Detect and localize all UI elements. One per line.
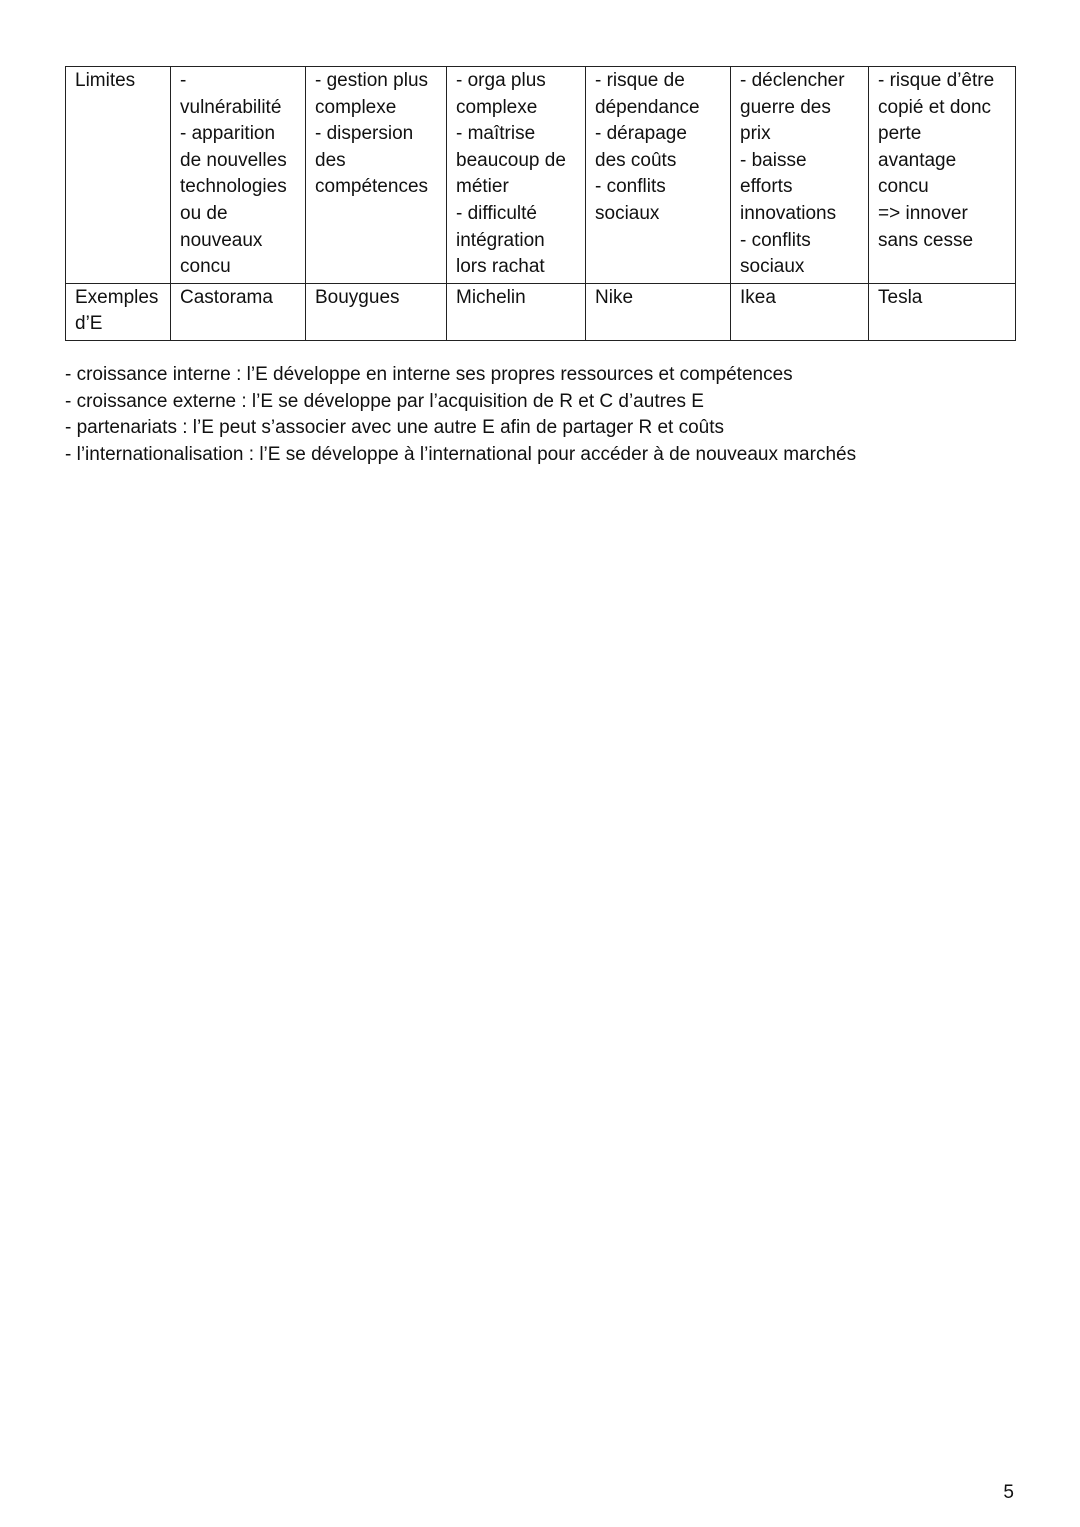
- cell-line: concu: [180, 256, 231, 278]
- cell-line: lors rachat: [456, 256, 545, 278]
- cell-line: - risque de: [595, 70, 685, 91]
- cell-line: - déclencher: [740, 70, 845, 91]
- cell-line: -: [180, 70, 187, 91]
- cell-line: des: [315, 149, 346, 171]
- cell-line: dépendance: [595, 96, 700, 118]
- row-header-label: Limites: [75, 70, 136, 91]
- cell-line: sociaux: [595, 202, 660, 224]
- cell-line: vulnérabilité: [180, 96, 282, 118]
- company-example: Bouygues: [315, 286, 400, 308]
- row-header-cell: [66, 283, 171, 340]
- cell-line: copié et donc: [878, 96, 992, 118]
- cell-line: - difficulté: [456, 202, 537, 224]
- table-cell: [586, 67, 731, 284]
- table-row-limites: [66, 67, 1016, 284]
- strategy-table: [65, 66, 1016, 341]
- cell-line: avantage: [878, 149, 957, 171]
- cell-line: - conflits: [595, 176, 666, 198]
- table-cell: [306, 283, 447, 340]
- cell-line: intégration: [456, 229, 545, 251]
- table-cell: [171, 283, 306, 340]
- cell-line: métier: [456, 176, 509, 198]
- cell-line: - risque d’être: [878, 70, 995, 91]
- row-header-cell: [66, 67, 171, 284]
- table-cell: [869, 67, 1016, 284]
- company-example: Castorama: [180, 286, 273, 308]
- bullet-list: [65, 362, 1015, 468]
- table-cell: [447, 283, 586, 340]
- cell-line: complexe: [456, 96, 538, 118]
- table-cell: [306, 67, 447, 284]
- cell-line: innovations: [740, 202, 837, 224]
- cell-line: - dérapage: [595, 123, 687, 145]
- cell-line: efforts: [740, 176, 793, 198]
- cell-line: guerre des: [740, 96, 831, 118]
- table-cell: [586, 283, 731, 340]
- cell-line: nouveaux: [180, 229, 263, 251]
- cell-line: prix: [740, 123, 771, 145]
- cell-line: compétences: [315, 176, 429, 198]
- table-row-exemples: [66, 283, 1016, 340]
- bullet-item: - l’internationalisation : l’E se développe à l’international pour accéder à de nouveaux marchés: [65, 443, 857, 465]
- cell-line: - maîtrise: [456, 123, 536, 145]
- cell-line: beaucoup de: [456, 149, 566, 171]
- company-example: Michelin: [456, 286, 526, 308]
- bullet-item: - partenariats : l’E peut s’associer avec une autre E afin de partager R et coûts: [65, 417, 725, 438]
- cell-line: sans cesse: [878, 229, 974, 251]
- cell-line: perte: [878, 123, 922, 145]
- table-cell: [869, 283, 1016, 340]
- cell-line: - dispersion: [315, 123, 414, 145]
- row-header-label: d’E: [75, 313, 103, 335]
- bullet-item: - croissance externe : l’E se développe par l’acquisition de R et C d’autres E: [65, 390, 704, 412]
- table-cell: [731, 67, 869, 284]
- cell-line: => innover: [878, 202, 968, 224]
- cell-line: - conflits: [740, 229, 811, 251]
- cell-line: - apparition: [180, 123, 276, 145]
- cell-line: - baisse: [740, 149, 807, 171]
- cell-line: des coûts: [595, 149, 677, 171]
- company-example: Ikea: [740, 286, 776, 308]
- cell-line: sociaux: [740, 256, 805, 278]
- bullet-item: - croissance interne : l’E développe en interne ses propres ressources et compétences: [65, 364, 793, 385]
- table-cell: [731, 283, 869, 340]
- cell-line: ou de: [180, 202, 228, 224]
- cell-line: concu: [878, 176, 929, 198]
- cell-line: technologies: [180, 176, 287, 198]
- company-example: Tesla: [878, 286, 923, 308]
- cell-line: de nouvelles: [180, 149, 287, 171]
- table-cell: [171, 67, 306, 284]
- company-example: Nike: [595, 286, 634, 308]
- row-header-label: Exemples: [75, 286, 159, 308]
- cell-line: complexe: [315, 96, 397, 118]
- page-number: 5: [1003, 1482, 1014, 1503]
- cell-line: - orga plus: [456, 70, 546, 91]
- cell-line: - gestion plus: [315, 70, 429, 91]
- table-cell: [447, 67, 586, 284]
